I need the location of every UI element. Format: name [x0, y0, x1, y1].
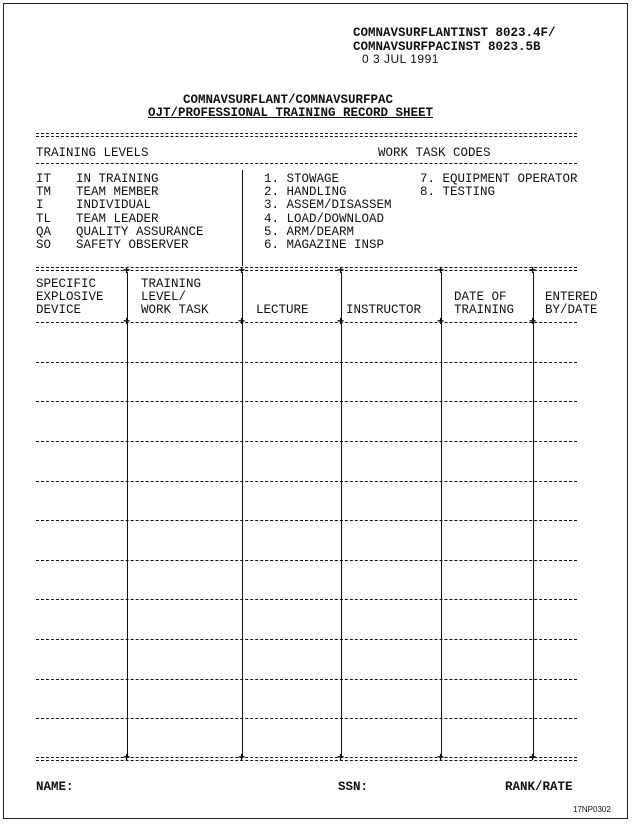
grid-junction-mark: + [238, 751, 246, 765]
column-header-text: SPECIFIC [36, 277, 97, 291]
grid-junction-mark: + [529, 751, 537, 765]
table-row[interactable] [36, 322, 577, 362]
table-row[interactable] [36, 520, 577, 560]
column-header-text: INSTRUCTOR [346, 303, 422, 318]
grid-junction-mark: + [437, 315, 445, 329]
work-task-code-item: 2. HANDLING [264, 185, 347, 200]
table-top-double-rule [36, 267, 577, 271]
table-row[interactable] [36, 362, 577, 402]
figure-id: 17NP0302 [573, 805, 611, 814]
training-level-label: IN TRAINING [76, 172, 159, 186]
training-level-label: SAFETY OBSERVER [76, 238, 189, 252]
instruction-number-lant: COMNAVSURFLANTINST 8023.4F/ [353, 26, 556, 40]
table-row-rule [36, 401, 577, 402]
work-task-code-item: 1. STOWAGE [264, 172, 340, 186]
work-task-code-item: 7. EQUIPMENT OPERATOR [420, 172, 578, 186]
grid-junction-mark: + [123, 264, 131, 278]
grid-junction-mark: + [529, 264, 537, 278]
table-row[interactable] [36, 679, 577, 719]
grid-junction-mark: + [437, 264, 445, 278]
table-row-rule [36, 481, 577, 482]
table-row[interactable] [36, 718, 577, 758]
grid-junction-mark: + [238, 264, 246, 278]
legend-divider [242, 170, 243, 266]
table-row-rule [36, 599, 577, 600]
grid-junction-mark: + [123, 751, 131, 765]
table-row-rule [36, 560, 577, 561]
training-level-code: SO [36, 238, 52, 252]
training-level-code: QA [36, 224, 52, 239]
work-task-codes-heading: WORK TASK CODES [378, 146, 491, 160]
work-task-code-item: 5. ARM/DEARM [264, 224, 355, 239]
title-command: COMNAVSURFLANT/COMNAVSURFPAC [183, 93, 394, 107]
work-task-code-item: 8. TESTING [420, 185, 496, 200]
table-bottom-double-rule [36, 757, 577, 761]
training-level-code: TM [36, 185, 52, 200]
column-header-text: TRAINING [141, 277, 202, 291]
table-row-rule [36, 679, 577, 680]
table-row-rule [36, 639, 577, 640]
training-levels-heading: TRAINING LEVELS [36, 146, 149, 160]
grid-junction-mark: + [337, 315, 345, 329]
grid-junction-mark: + [437, 751, 445, 765]
grid-junction-mark: + [529, 315, 537, 329]
table-row[interactable] [36, 599, 577, 639]
column-header-text: LEVEL/ [141, 290, 187, 305]
training-level-code: TL [36, 211, 52, 226]
column-header-text: LECTURE [256, 303, 309, 318]
rank-rate-label: RANK/RATE [505, 780, 573, 794]
column-header-text: DEVICE [36, 303, 82, 318]
heading-rule [36, 163, 577, 164]
training-level-label: TEAM MEMBER [76, 185, 159, 200]
grid-junction-mark: + [337, 751, 345, 765]
column-header-text: ENTERED [545, 290, 598, 305]
training-level-label: QUALITY ASSURANCE [76, 224, 204, 239]
table-row-rule [36, 441, 577, 442]
ssn-label: SSN: [338, 780, 369, 794]
table-row-rule [36, 718, 577, 719]
column-header-text: BY/DATE [545, 303, 598, 318]
table-row[interactable] [36, 481, 577, 521]
top-double-rule [36, 133, 577, 137]
table-row[interactable] [36, 401, 577, 441]
grid-junction-mark: + [337, 264, 345, 278]
training-level-label: INDIVIDUAL [76, 198, 152, 213]
table-row[interactable] [36, 560, 577, 600]
training-level-code: I [36, 198, 44, 213]
table-row-rule [36, 362, 577, 363]
column-header-text: TRAINING [454, 303, 515, 318]
column-header-text: EXPLOSIVE [36, 290, 104, 305]
title-sheet: OJT/PROFESSIONAL TRAINING RECORD SHEET [148, 106, 434, 120]
instruction-number-pac: COMNAVSURFPACINST 8023.5B [353, 40, 541, 54]
table-row-rule [36, 520, 577, 521]
column-header-text: DATE OF [454, 290, 507, 305]
column-header-text: WORK TASK [141, 303, 209, 318]
work-task-code-item: 4. LOAD/DOWNLOAD [264, 211, 385, 226]
name-label: NAME: [36, 780, 74, 794]
issue-date: 0 3 JUL 1991 [362, 52, 439, 66]
table-row[interactable] [36, 639, 577, 679]
training-level-label: TEAM LEADER [76, 211, 159, 226]
grid-junction-mark: + [123, 315, 131, 329]
grid-junction-mark: + [238, 315, 246, 329]
work-task-code-item: 6. MAGAZINE INSP [264, 238, 385, 252]
table-row[interactable] [36, 441, 577, 481]
training-level-code: IT [36, 172, 52, 186]
work-task-code-item: 3. ASSEM/DISASSEM [264, 198, 392, 213]
